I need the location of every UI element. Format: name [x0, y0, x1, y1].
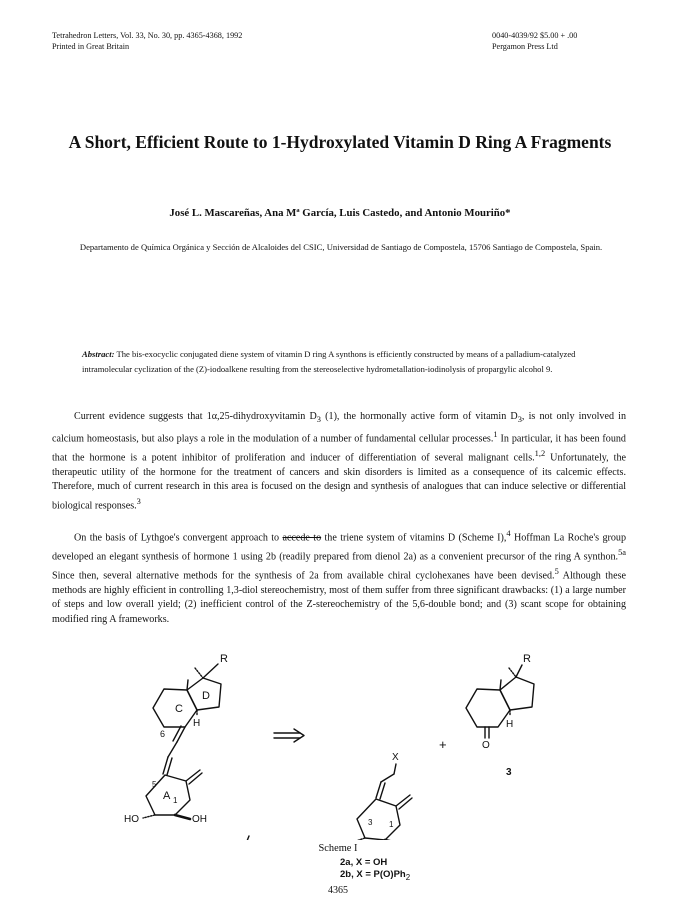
ring-a-label: A [163, 790, 171, 802]
pos-1: 1 [389, 820, 394, 829]
ref-sup: 5a [618, 547, 626, 557]
pos-1: 1 [173, 796, 178, 805]
p1-text-d: In particular, it has been found that the hormone is a potent inhibitor of proliferation and inducer of differentiation of several malignant cells. [52, 432, 626, 463]
author-list: José L. Mascareñas, Ana Mª García, Luis Castedo, and Antonio Mouriño* [169, 207, 511, 219]
ref-sup: 4 [506, 529, 511, 538]
label-o: O [482, 740, 490, 751]
p1-sub: 3 [517, 415, 522, 425]
scheme-1-structures [0, 640, 676, 840]
p1-text-e: Unfortunately, the therapeutic utility of the hormone for the treatment of cancers and skin disorders is limited as a consequence of its calcemic effects. Therefore, much of current research in this area is focused on the design and synthesis of analogues that can induce selective or differential biological responses. [52, 451, 626, 512]
label-x: X [392, 752, 399, 763]
ring-d-3 [500, 677, 534, 710]
ref-sup: 3 [136, 496, 141, 506]
label-oh: OH [192, 814, 207, 825]
p1-sub: 3 [316, 415, 321, 425]
compound-3-label: 3 [506, 767, 512, 778]
pos-6: 6 [160, 729, 166, 739]
p2-text-b: the triene system of vitamins D (Scheme I), [321, 532, 507, 544]
ring-d-label: D [202, 690, 210, 702]
ring-a-2 [357, 799, 400, 840]
ref-sup: 1 [493, 429, 498, 439]
page-number: 4365 [328, 885, 348, 896]
label-r-3: R [523, 653, 531, 665]
p2-text-e: Although these methods are highly efficient in controlling 1,3-diol stereochemistry, most of them suffer from three significant drawbacks: (1) a large number of steps and low overall yield; (2) inefficient control of the Z-stereochemistry of the 5,6-double bond; and (3) scant scope for obtaining modified ring A frameworks. [52, 570, 626, 626]
abstract-label: Abstract: [82, 349, 115, 359]
compound-2-labels [340, 857, 410, 884]
p1-text-c: , is not only involved in calcium homeostasis, but also plays a role in the modulation of a number of fundamental cellular processes. [52, 411, 627, 444]
label-h-3: H [506, 719, 514, 730]
article-title: A Short, Efficient Route to 1-Hydroxylated Vitamin D Ring A Fragments [68, 132, 612, 152]
plus-sign: + [439, 737, 447, 752]
pos-3: 3 [368, 818, 373, 827]
ring-c-label: C [175, 703, 183, 715]
p2-text-a: On the basis of Lythgoe's convergent approach to [74, 532, 283, 544]
compound-2b-label: 2b, X = P(O)Ph [340, 869, 406, 880]
compound-2a-label: 2a, X = OH [340, 857, 388, 868]
ref-sup: 5 [554, 566, 559, 576]
pos-5: 5 [152, 780, 157, 789]
p2-text-d: Since then, several alternative methods for the synthesis of 2a from available chiral cyclohexanes have been devised. [52, 570, 555, 582]
ref-sup: 1,2 [534, 448, 546, 458]
p1-text-a: Current evidence suggests that 1α,25-dihydroxyvitamin D [74, 411, 317, 422]
label-tbso [322, 839, 349, 840]
affiliation: Departamento de Química Orgánica y Sección de Alcaloides del CSIC, Universidad de Santiago de Compostela, 15706 Santiago de Compostela, Spain. [79, 242, 603, 252]
paragraph-1 [52, 410, 626, 514]
abstract [82, 347, 588, 376]
label-otbs [400, 839, 428, 840]
ph-sub: 2 [405, 872, 411, 882]
abstract-text: The bis-exocyclic conjugated diene system of vitamin D ring A synthons is efficiently constructed by means of a palladium-catalyzed intramolecular cyclization of the (Z)-iodoalkene resulting from the stereoselective hydrometallation-iodinolysis of propargylic alcohol 9. [82, 349, 576, 374]
p1-text-b: (1), the hormonally active form of vitamin D [321, 411, 518, 422]
struck-text: accede to [282, 532, 322, 544]
price-code: 0040-4039/92 $5.00 + .00 [492, 31, 578, 40]
paragraph-2 [52, 527, 626, 628]
publisher: Pergamon Press Ltd [492, 42, 558, 51]
ring-c-3 [466, 689, 510, 727]
p2-text-c: Hoffman La Roche's group developed an elegant synthesis of hormone 1 using 2b (readily prepared from dienol 2a) as a convenient precursor of the ring A synthon. [52, 532, 627, 563]
printed-in: Printed in Great Britain [52, 42, 130, 51]
label-ho: HO [124, 814, 139, 825]
scheme-caption: Scheme I [318, 843, 358, 854]
label-h: H [193, 718, 201, 729]
journal-citation: Tetrahedron Letters, Vol. 33, No. 30, pp. 4365-4368, 1992 [52, 31, 243, 40]
label-r-top: R [220, 653, 228, 665]
